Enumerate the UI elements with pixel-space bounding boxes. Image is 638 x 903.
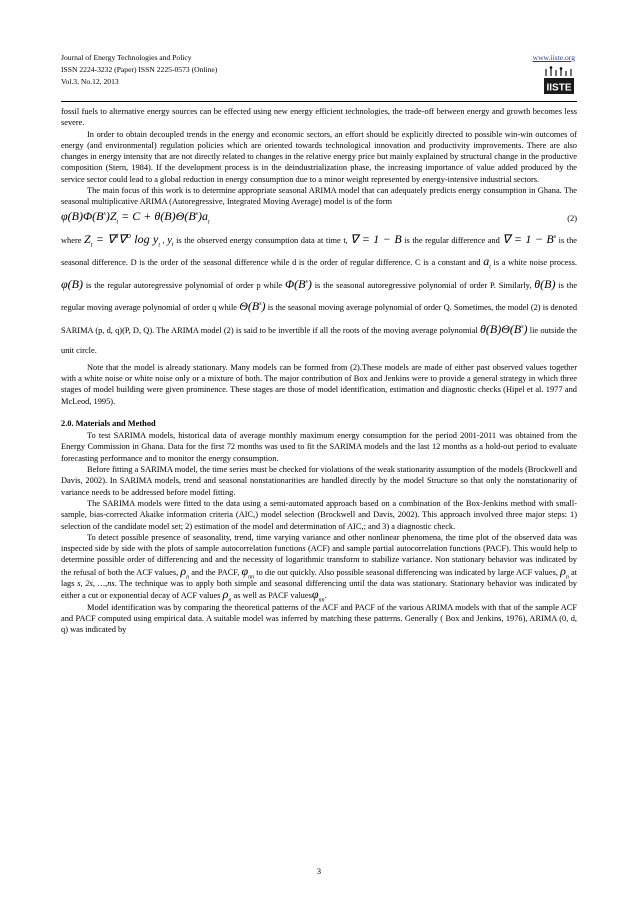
rho-math-2: $\rho_n$: [560, 563, 569, 581]
phi-nn-math-2: $\varphi_{nn}$: [311, 587, 325, 604]
paragraph-fitting: The SARIMA models were fitted to the data using a semi-automated approach based on a combination of the Box-Jenkins method with small-sample, bias-corrected Akaike information criteria (AIC,) model selection (Brockwell and Davis, 2002). This approach involved three major steps: 1) selection of the candidate model set; 2) estimation of the model and determination of AIC,; and 3) a diagnostic check.: [61, 498, 577, 531]
journal-url-link[interactable]: www.iiste.org: [532, 53, 575, 62]
phi-math: φ(B): [61, 276, 83, 291]
paragraph-continued: fossil fuels to alternative energy sources can be effected using new energy efficient technologies, the trade-off between energy and growth becomes less severe.: [61, 107, 577, 128]
journal-volume: Vol.3, No.12, 2013: [61, 77, 119, 86]
paragraph-before-fitting: Before fitting a SARIMA model, the time series must be checked for violations of the weak stationarity assumption of the models (Brockwell and Davis, 2002). In SARIMA models, trend and seasonal nonstationarities are handled directly by the model Structure so that only the nonstationarity of variance needs to be addressed before model fitting.: [61, 465, 577, 497]
equation-number: (2): [567, 213, 577, 223]
big-theta-math: $\Theta(B^s)$: [239, 299, 266, 314]
seasonal-diff-math: ∇ = $1 - B^s$: [502, 231, 557, 246]
paragraph-detect-seasonality: To detect possible presence of seasonality, trend, time varying variance and other nonlinear phenomena, the time plot of the observed data was inspected side by side with the plots of sample autocorrelation functions (ACF) and sample partial autocorrelation functions (PACF). This would help to determine possible order of differencing and and the necessity of logarithmic transform to stabilize variance. Non stationary behavior was indicated by the refusal of both the ACF values, $\rho_n$ and the PACF, $\varphi_{nn}$ to die out quickly. Also possible seasonal differencing was indicated by large ACF values, $\rho_n$ at lags s, 2s, …,ns. The technique was to apply both simple and seasonal differencing until the data was stationary. Stationary behavior was indicated by either a cut or exponential decay of ACF values $\rho_n$ as well as PACF valuesφ$_{nn}$.: [61, 532, 578, 604]
article-body: [61, 106, 577, 636]
regular-diff-math: ∇ = 1 − B: [350, 231, 402, 246]
sarima-equation: $\varphi(B)\Phi(B^s)Z_t = C + \theta(B)\Theta(B^s)a_t$: [61, 208, 210, 226]
theta-math: θ(B): [534, 276, 556, 291]
journal-header: [61, 52, 577, 102]
header-rule: [61, 101, 577, 102]
difference-definition-math: $Z_t = \nabla^d\nabla^D$ $\log y_t$: [84, 231, 161, 249]
paragraph-model-identification: Model identification was by comparing the theoretical patterns of the ACF and PACF of the various ARIMA models with that of the sample ACF and PACF computed using empirical data. A suitable model was inferred by matching these patterns. Generally ( Box and Jenkins, 1976), ARIMA (0, d, q) was indicated by: [61, 602, 577, 635]
ma-polynomial-math: $\theta(B)\Theta(B^s)$: [479, 321, 528, 336]
journal-title: Journal of Energy Technologies and Policy: [61, 53, 192, 62]
section-heading: 2.0. Materials and Method: [61, 418, 156, 428]
paragraph-main-focus: The main focus of this work is to determine appropriate seasonal ARIMA model that can adequately predicts energy consumption in Ghana. The seasonal multiplicative ARIMA (Autoregressive, Integrated Moving Average) model is of the form: [61, 186, 577, 207]
paragraph-definitions: where $Z_t = \nabla^d\nabla^D$ $\log y_t$ , $y_t$ is the observed energy consumption data at time t, ∇ = 1 − B is the regular difference and ∇ = $1 - B^s$ is the seasonal difference. D is the order of the seasonal difference while d is the order of regular difference. C is a constant and $a_t$ is a white noise process. φ(B) is the regular autoregressive polynomial of order p while $\Phi(B^s)$ is the seasonal autoregressive polynomial of order P. Similarly, θ(B) is the regular moving average polynomial of order q while $\Theta(B^s)$ is the seasonal moving average polynomial of order Q. Sometimes, the model (2) is denoted SARIMA (p, d, q)(P, D, Q). The ARIMA model (2) is said to be invertible if all the roots of the moving average polynomial $\theta(B)\Theta(B^s)$ lie outside the unit circle.: [61, 231, 578, 356]
phi-nn-math: $\varphi_{nn}$: [241, 563, 255, 581]
rho-math-3: $\rho_n$: [222, 587, 232, 604]
equation-2: [61, 210, 577, 228]
iiste-logo-icon: [543, 66, 575, 96]
paragraph-decoupling: In order to obtain decoupled trends in the energy and economic sectors, an effort should be explicitly directed to possible win-win outcomes of energy (and environmental) regulation policies which are oriented towards technological innovation and productivity improvements. There are also changes in energy intensity that are not directly related to changes in the relative energy price but mainly explained by structural change in the productive composition (Stern, 1984). If the development process is in the deindustrialization phase, the increasing importance of value added produced by the service sector could lead to a global reduction in energy consumption due to a minor weight represented by energy-intensive industrial sectors.: [61, 129, 577, 184]
paragraph-stationary: Note that the model is already stationary. Many models can be formed from (2).These models are made of either past observed values together with a white noise or white noise only or a mixture of both. The major contribution of Box and Jenkins were to provide a general strategy in which three stages of model building were given prominence. These stages are those of model identification, estimation and diagnostic checks (Hipel et al. 1977 and McLeod, 1995).: [61, 362, 577, 406]
journal-issn: ISSN 2224-3232 (Paper) ISSN 2225-0573 (Online): [61, 65, 218, 74]
paragraph-test-sarima: To test SARIMA models, historical data of average monthly maximum energy consumption for the period 2001-2011 was obtained from the Energy Commission in Ghana. Data for the first 72 months was used to fit the SARIMA models and the last 12 months as a hold-out period to evaluate forecasting performance and to monitor the energy consumption.: [61, 431, 577, 463]
at-math: $a_t$: [483, 254, 491, 271]
rho-math: $\rho_n$: [180, 563, 190, 581]
svg-text:IISTE: IISTE: [546, 82, 572, 94]
big-phi-math: $\Phi(B^s)$: [285, 276, 312, 291]
page-number: 3: [316, 867, 322, 876]
yt-math: $y_t$: [167, 234, 174, 248]
